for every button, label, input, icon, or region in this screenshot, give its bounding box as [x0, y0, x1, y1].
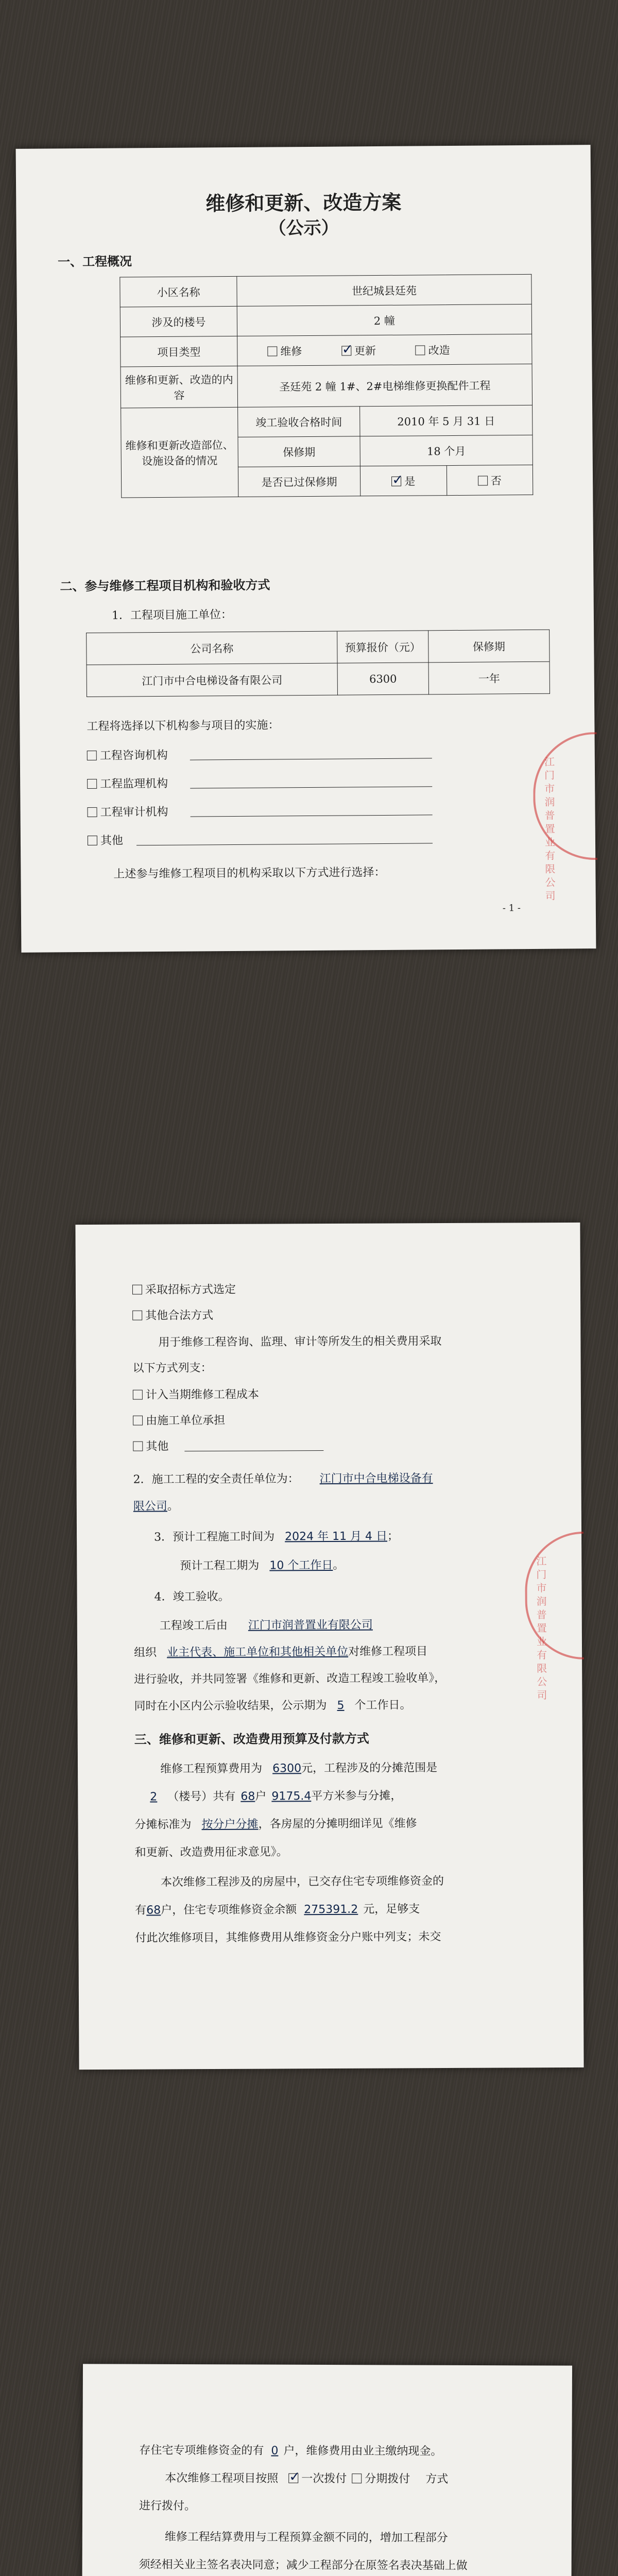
- cell-value: 2010 年 5 月 31 日: [360, 405, 533, 436]
- blank-line: [136, 843, 433, 845]
- company-cell: 江门市中合电梯设备有限公司: [87, 663, 337, 697]
- org-checkbox-consult[interactable]: [87, 751, 97, 760]
- past-no-checkbox[interactable]: [478, 476, 488, 485]
- blank-line: [184, 1450, 323, 1451]
- fee-checkbox-cost[interactable]: [133, 1390, 143, 1400]
- seal-stamp: 江门市润普置业有限公司: [525, 1532, 584, 1659]
- select-option-other: 其他合法方式: [132, 1307, 213, 1323]
- construction-period-line: 预计工程工期为 10 个工作日。: [180, 1558, 345, 1573]
- construction-date-line: 3．预计工程施工时间为 2024 年 11 月 4 日；: [154, 1530, 399, 1544]
- cell-value: 世纪城县廷苑: [237, 274, 531, 306]
- warranty-cell: 一年: [428, 662, 550, 694]
- acceptance-line4: 同时在小区内公示验收结果，公示期为 5 个工作日。: [134, 1699, 411, 1713]
- fund-line3: 付此次维修项目，其维修费用从维修资金分户账中列支；未交: [135, 1930, 441, 1945]
- settlement-line1: 维修工程结算费用与工程预算金额不同的，增加工程部分: [164, 2530, 448, 2545]
- section-heading-2: 二、参与维修工程项目机构和验收方式: [60, 577, 270, 594]
- section-heading-3: 三、维修和更新、改造费用预算及付款方式: [134, 1731, 369, 1747]
- choose-orgs-text: 工程将选择以下机构参与项目的实施：: [87, 719, 280, 733]
- past-no-option: 否: [447, 465, 533, 495]
- construction-period-value: 10 个工作日: [269, 1558, 333, 1572]
- cell-label: 维修和更新、改造的内容: [121, 366, 238, 408]
- budget-line1: 维修工程预算费用为 6300元，工程涉及的分摊范围是: [160, 1761, 438, 1776]
- acceptance-line1: 工程竣工后由 江门市润普置业有限公司: [159, 1618, 373, 1633]
- header-warranty: 保修期: [428, 630, 550, 663]
- seal-stamp: 江门市润普置业有限公司: [533, 732, 598, 860]
- header-price: 预算报价（元）: [337, 631, 428, 663]
- org-checkbox-audit[interactable]: [87, 807, 97, 817]
- page-number: - 1 -: [502, 903, 521, 914]
- org-option-audit: 工程审计机构: [87, 803, 168, 820]
- select-checkbox-other[interactable]: [132, 1311, 142, 1320]
- fee-checkbox-contractor[interactable]: [133, 1416, 143, 1426]
- project-overview-table: [119, 274, 533, 498]
- contractor-table: [86, 630, 550, 697]
- org-option-supervise: 工程监理机构: [87, 775, 168, 791]
- document-page-2: [75, 1223, 583, 2070]
- header-company: 公司名称: [87, 631, 337, 665]
- cell-label: 小区名称: [120, 276, 237, 307]
- cell-label: 保修期: [238, 436, 360, 467]
- past-yes-checkbox[interactable]: [391, 476, 401, 486]
- payment-checkbox-installments[interactable]: [352, 2473, 362, 2483]
- org-option-other: 其他: [88, 832, 123, 848]
- blank-line: [191, 815, 433, 817]
- cell-label: 涉及的楼号: [120, 306, 237, 337]
- fee-option-cost: 计入当期维修工程成本: [133, 1386, 259, 1402]
- org-option-consult: 工程咨询机构: [87, 747, 168, 763]
- item-1-label: 1．工程项目施工单位：: [111, 608, 232, 622]
- acceptance-line3: 进行验收，并共同签署《维修和更新、改造工程竣工验收单》，: [134, 1672, 446, 1686]
- budget-line4: 和更新、改造费用征求意见》。: [134, 1845, 288, 1859]
- cell-value: 圣廷苑 2 幢 1#、2#电梯维修更换配件工程: [237, 364, 533, 407]
- budget-line2: 2 （楼号）共有 68户 9175.4平方米参与分摊，: [150, 1789, 402, 1804]
- fund-balance: 275391.2: [304, 1903, 358, 1917]
- type-checkbox-renovate[interactable]: [416, 345, 425, 355]
- budget-line3: 分摊标准为 按分户分摊，各房屋的分摊明细详见《维修: [134, 1817, 417, 1832]
- blank-line: [190, 758, 432, 760]
- fund-line2: 有68户，住宅专项维修资金余额 275391.2 元，足够支: [135, 1903, 420, 1917]
- fee-option-contractor: 由施工单位承担: [133, 1412, 225, 1428]
- payment-checkbox-once[interactable]: [288, 2473, 298, 2483]
- document-subtitle: （公示）: [268, 217, 339, 239]
- cell-label: 维修和更新改造部位、设施设备的情况: [121, 407, 238, 498]
- selection-method-text: 上述参与维修工程项目的机构采取以下方式进行选择：: [113, 866, 386, 881]
- cell-label: 竣工验收合格时间: [238, 406, 360, 437]
- cell-value: 2 幢: [237, 304, 531, 336]
- blank-line: [190, 786, 432, 788]
- org-checkbox-supervise[interactable]: [87, 779, 97, 789]
- fee-paragraph-line2: 以下方式列支：: [132, 1361, 212, 1375]
- fee-checkbox-other[interactable]: [133, 1442, 143, 1451]
- select-option-bid: 采取招标方式选定: [132, 1281, 236, 1297]
- payment-method-line: 本次维修工程项目按照✓ 一次拨付 分期拨付 方式: [165, 2469, 448, 2486]
- construction-date-value: 2024 年 11 月 4 日: [285, 1530, 388, 1544]
- document-page-1: [16, 145, 596, 953]
- safety-unit-line: 2．施工工程的安全责任单位为： 江门市中合电梯设备有: [133, 1472, 433, 1486]
- type-checkbox-repair[interactable]: [267, 346, 277, 356]
- cell-value: 18 个月: [360, 435, 533, 466]
- project-type-options: 维修 ✓ 更新 改造: [237, 334, 532, 366]
- fund-line1: 本次维修工程涉及的房屋中，已交存住宅专项维修资金的: [160, 1875, 444, 1889]
- past-yes-option: ✓ 是: [360, 466, 447, 496]
- org-checkbox-other[interactable]: [88, 836, 97, 845]
- acceptance-line2: 组织 业主代表、施工单位和其他相关单位对维修工程项目: [133, 1645, 428, 1659]
- fee-option-other: 其他: [133, 1437, 168, 1453]
- price-cell: 6300: [337, 663, 428, 695]
- budget-amount: 6300: [272, 1762, 302, 1775]
- safety-unit-value: 江门市中合电梯设备有: [319, 1472, 433, 1486]
- cell-label: 项目类型: [121, 336, 237, 367]
- safety-unit-line2: 限公司。: [133, 1500, 179, 1513]
- cell-label: 是否已过保修期: [238, 466, 360, 497]
- settlement-line2: 须经相关业主签名表决同意；减少工程部分在原签名表决基础上做: [139, 2558, 468, 2572]
- item-4-label: 4．竣工验收。: [154, 1590, 230, 1604]
- section-heading-1: 一、工程概况: [57, 253, 132, 269]
- type-checkbox-update[interactable]: [341, 346, 351, 355]
- select-checkbox-bid[interactable]: [132, 1285, 142, 1295]
- cash-line: 存住宅专项维修资金的有 0 户，维修费用由业主缴纳现金。: [139, 2444, 442, 2458]
- document-page-3: [80, 2364, 572, 2576]
- payment-method-line2: 进行拨付。: [139, 2499, 196, 2513]
- fee-paragraph-line1: 用于维修工程咨询、监理、审计等所发生的相关费用采取: [158, 1335, 442, 1349]
- document-title: 维修和更新、改造方案: [205, 190, 402, 215]
